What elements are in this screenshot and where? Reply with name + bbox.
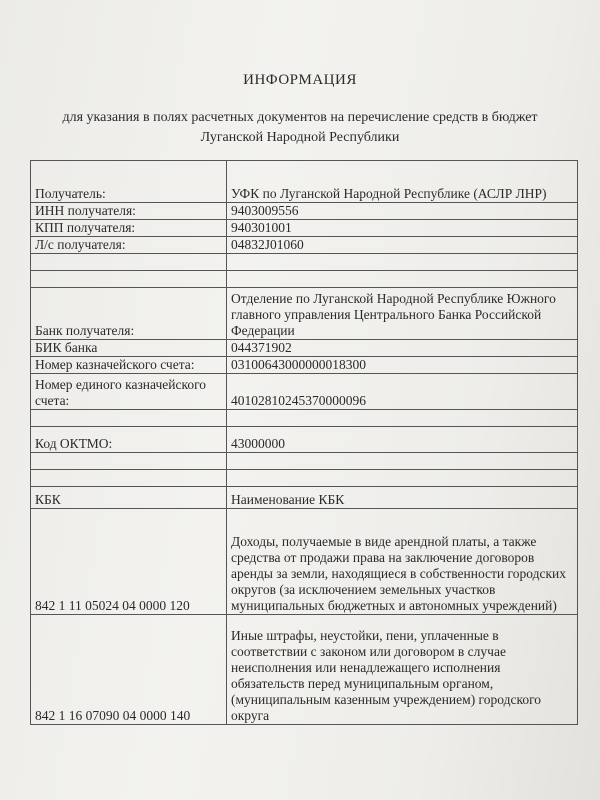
empty-cell — [31, 271, 227, 288]
kpp-value: 940301001 — [227, 220, 578, 237]
kpp-label: КПП получателя: — [31, 220, 227, 237]
subtitle-line-2: Луганской Народной Республики — [200, 130, 400, 145]
bank-value: Отделение по Луганской Народной Республике Южного главного управления Центрального Банка Российской Федерации — [227, 288, 578, 340]
table-row — [31, 374, 578, 410]
table-row — [31, 427, 578, 453]
kbk-name-header: Наименование КБК — [227, 487, 578, 509]
document-title: ИНФОРМАЦИЯ — [243, 72, 357, 88]
table-row — [31, 237, 578, 254]
bik-value: 044371902 — [227, 340, 578, 357]
recipient-label: Получатель: — [31, 161, 227, 203]
kbk-description: Доходы, получаемые в виде арендной платы, а также средства от продажи права на заключение договоров аренды за земли, находящиеся в собственности городских округов (за исключением земельных участков муниципальных бюджетных и автономных учреждений) — [227, 509, 578, 615]
table-row — [31, 410, 578, 427]
empty-cell — [227, 271, 578, 288]
empty-cell — [227, 453, 578, 470]
kbk-description: Иные штрафы, неустойки, пени, уплаченные в соответствии с законом или договором в случае неисполнения или ненадлежащего исполнения обязательств перед муниципальным органом, (муниципальным казенным учреждением) городского округа — [227, 615, 578, 725]
account-value: 04832J01060 — [227, 237, 578, 254]
empty-cell — [31, 470, 227, 487]
table-row — [31, 453, 578, 470]
table-row — [31, 161, 578, 203]
table-row — [31, 254, 578, 271]
account-label: Л/с получателя: — [31, 237, 227, 254]
payment-details-table — [30, 160, 578, 725]
subtitle-line-1: для указания в полях расчетных документов на перечисление средств в бюджет — [62, 110, 538, 125]
inn-label: ИНН получателя: — [31, 203, 227, 220]
table-row — [31, 288, 578, 340]
document-subtitle — [30, 108, 570, 148]
kbk-code: 842 1 11 05024 04 0000 120 — [31, 509, 227, 615]
bank-label: Банк получателя: — [31, 288, 227, 340]
treasury-account-label: Номер казначейского счета: — [31, 357, 227, 374]
single-treasury-account-value: 40102810245370000096 — [227, 374, 578, 410]
table-row — [31, 340, 578, 357]
table-row — [31, 203, 578, 220]
single-treasury-account-label: Номер единого казначейского счета: — [31, 374, 227, 410]
empty-cell — [31, 453, 227, 470]
oktmo-value: 43000000 — [227, 427, 578, 453]
empty-cell — [31, 410, 227, 427]
kbk-header: КБК — [31, 487, 227, 509]
bik-label: БИК банка — [31, 340, 227, 357]
oktmo-label: Код ОКТМО: — [31, 427, 227, 453]
table-row — [31, 357, 578, 374]
empty-cell — [227, 410, 578, 427]
table-row — [31, 509, 578, 615]
empty-cell — [227, 254, 578, 271]
recipient-value: УФК по Луганской Народной Республике (АСЛР ЛНР) — [227, 161, 578, 203]
kbk-code: 842 1 16 07090 04 0000 140 — [31, 615, 227, 725]
treasury-account-value: 03100643000000018300 — [227, 357, 578, 374]
table-row — [31, 470, 578, 487]
table-row — [31, 271, 578, 288]
table-row — [31, 487, 578, 509]
empty-cell — [31, 254, 227, 271]
table-row — [31, 615, 578, 725]
table-row — [31, 220, 578, 237]
inn-value: 9403009556 — [227, 203, 578, 220]
empty-cell — [227, 470, 578, 487]
